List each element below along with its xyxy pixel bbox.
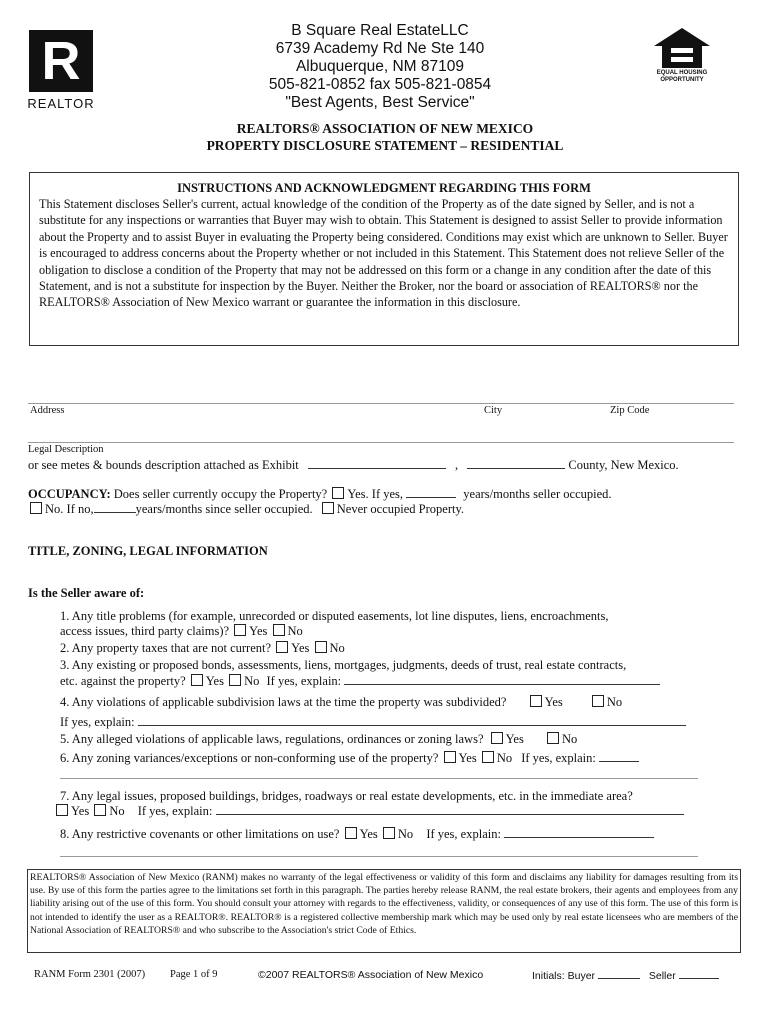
q3-explain-label: If yes, explain: bbox=[266, 674, 342, 688]
question-7: 7. Any legal issues, proposed buildings, bridges, roadways or real estate developments, etc. in the immediate area? bbox=[60, 789, 633, 803]
q6-no-label: No bbox=[496, 751, 513, 765]
buyer-initials-field[interactable] bbox=[598, 969, 640, 979]
q5-yes-checkbox[interactable] bbox=[491, 732, 503, 744]
occupancy-no-label: No. If no, bbox=[45, 502, 94, 516]
section-title: TITLE, ZONING, LEGAL INFORMATION bbox=[28, 544, 268, 558]
q8-explain-label: If yes, explain: bbox=[426, 827, 501, 841]
county-field[interactable] bbox=[467, 457, 565, 469]
q8-no-checkbox[interactable] bbox=[383, 827, 395, 839]
footer-form-number: RANM Form 2301 (2007) bbox=[34, 969, 146, 980]
q4-no-checkbox[interactable] bbox=[592, 695, 604, 707]
occupancy-row bbox=[28, 486, 612, 502]
occupancy-label: OCCUPANCY: bbox=[28, 487, 111, 501]
q6-explain-line-2[interactable] bbox=[60, 778, 698, 779]
q2-no-checkbox[interactable] bbox=[315, 641, 327, 653]
form-title-statement: PROPERTY DISCLOSURE STATEMENT – RESIDENTIAL bbox=[206, 138, 564, 153]
occupancy-question: Does seller currently occupy the Property? bbox=[113, 487, 328, 501]
question-1-cont: access issues, third party claims)? bbox=[60, 624, 230, 638]
company-phone: 505-821-0852 fax 505-821-0854 bbox=[268, 76, 492, 93]
occupancy-row-2 bbox=[28, 501, 464, 517]
never-occupied-label: Never occupied Property. bbox=[336, 502, 465, 516]
footer-page-number: Page 1 of 9 bbox=[170, 969, 218, 980]
instructions-title: INSTRUCTIONS AND ACKNOWLEDGMENT REGARDING THIS FORM bbox=[177, 181, 591, 195]
instructions-body: This Statement discloses Seller's current, actual knowledge of the condition of the Property as of the date signed by Seller, and is not a substitute for any inspections or warranties that Buyer may wish to obtain. This Statement is designed to assist Seller to provide information about the Property and to assist Buyer in evaluating the Property being considered. Conditions may exist which are unknown to Seller. Buyer is encouraged to address concerns about the Property whether or not included in this Statement. This Statement does not relieve Seller of the obligation to disclose a condition of the Property that may not be addressed on this form or a change in any condition after the date of this Statement, and is not a substitute for inspection by the Buyer. Neither the Broker, nor the board or association of REALTORS® nor the REALTORS® Association of New Mexico warrant or guarantee the information in this disclosure. bbox=[39, 197, 728, 310]
legal-description-line[interactable] bbox=[28, 442, 734, 443]
equal-housing-text: EQUAL HOUSING OPPORTUNITY bbox=[656, 70, 708, 83]
company-slogan: "Best Agents, Best Service" bbox=[285, 94, 475, 111]
question-2-row bbox=[60, 640, 345, 656]
question-6-row bbox=[60, 750, 639, 766]
q3-yes-label: Yes bbox=[205, 674, 224, 688]
form-title-association: REALTORS® ASSOCIATION OF NEW MEXICO bbox=[236, 121, 534, 136]
realtor-logo bbox=[26, 30, 96, 112]
question-7-row-2 bbox=[56, 803, 684, 819]
q7-no-label: No bbox=[109, 804, 125, 818]
q4-explain-field[interactable] bbox=[138, 714, 686, 726]
q6-yes-checkbox[interactable] bbox=[444, 751, 456, 763]
disclaimer-box bbox=[27, 869, 741, 953]
question-6: 6. Any zoning variances/exceptions or non-conforming use of the property? bbox=[60, 751, 439, 765]
question-1-row-2 bbox=[60, 623, 303, 639]
q6-yes-label: Yes bbox=[458, 751, 477, 765]
q5-yes-label: Yes bbox=[505, 732, 524, 746]
disclaimer-text: REALTORS® Association of New Mexico (RANM) makes no warranty of the legal effectiveness or validity of this form and disclaims any liability for damages resulting from its use. By use of this form the parties agree to the limitations set forth in this paragraph. The parties hereby release RANM, the real estate brokers, their agents and employees from any liability arising out of the use of this form. You should consult your attorney with regards to the effectiveness, validity, or consequences of any use of this form. The use of this form is not intended to identify the user as a REALTOR®. REALTOR® is a registered collective membership mark which may be used only by real estate licensees who are members of the National Association of REALTORS® and who subscribe to the Association's strict Code of Ethics. bbox=[30, 872, 738, 936]
address-line[interactable] bbox=[28, 403, 734, 404]
q1-no-label: No bbox=[287, 624, 303, 638]
q8-explain-line-2[interactable] bbox=[60, 856, 698, 857]
q3-yes-checkbox[interactable] bbox=[191, 674, 203, 686]
seller-aware-heading: Is the Seller aware of: bbox=[28, 586, 145, 600]
q2-no-label: No bbox=[329, 641, 345, 655]
question-5-row bbox=[60, 731, 577, 747]
occupancy-since-field[interactable] bbox=[94, 501, 136, 513]
occupancy-yes-checkbox[interactable] bbox=[332, 487, 344, 499]
occupancy-yes-label: Yes. If yes, bbox=[347, 487, 404, 501]
q5-no-checkbox[interactable] bbox=[547, 732, 559, 744]
question-4: 4. Any violations of applicable subdivision laws at the time the property was subdivided? bbox=[60, 695, 507, 709]
q7-explain-field[interactable] bbox=[216, 803, 684, 815]
question-5: 5. Any alleged violations of applicable laws, regulations, ordinances or zoning laws? bbox=[60, 732, 484, 746]
q7-yes-label: Yes bbox=[71, 804, 90, 818]
q3-explain-field[interactable] bbox=[344, 673, 660, 685]
footer-initials-row bbox=[532, 969, 719, 982]
never-occupied-checkbox[interactable] bbox=[322, 502, 334, 514]
company-block bbox=[200, 22, 560, 112]
occupancy-no-checkbox[interactable] bbox=[30, 502, 42, 514]
address-label: Address bbox=[30, 405, 65, 416]
zip-label: Zip Code bbox=[610, 405, 650, 416]
buyer-initials-label: Initials: Buyer bbox=[532, 970, 596, 982]
question-8: 8. Any restrictive covenants or other limitations on use? bbox=[60, 827, 340, 841]
q4-yes-label: Yes bbox=[544, 695, 563, 709]
exhibit-field[interactable] bbox=[308, 457, 446, 469]
q8-yes-label: Yes bbox=[359, 827, 378, 841]
footer-copyright: ©2007 REALTORS® Association of New Mexico bbox=[258, 969, 484, 981]
company-name: B Square Real EstateLLC bbox=[291, 22, 469, 39]
q5-no-label: No bbox=[561, 732, 578, 746]
company-street: 6739 Academy Rd Ne Ste 140 bbox=[275, 40, 485, 57]
question-4-row bbox=[60, 694, 622, 710]
occupancy-years-field[interactable] bbox=[406, 486, 456, 498]
question-1: 1. Any title problems (for example, unrecorded or disputed easements, lot line disputes, liens, encroachments, bbox=[60, 609, 609, 623]
question-2: 2. Any property taxes that are not current? bbox=[60, 641, 272, 655]
q3-no-checkbox[interactable] bbox=[229, 674, 241, 686]
q1-yes-label: Yes bbox=[249, 624, 268, 638]
q4-no-label: No bbox=[606, 695, 623, 709]
q7-no-checkbox[interactable] bbox=[94, 804, 106, 816]
q4-explain-label: If yes, explain: bbox=[60, 715, 135, 729]
q8-explain-field[interactable] bbox=[504, 826, 654, 838]
q4-yes-checkbox[interactable] bbox=[530, 695, 542, 707]
q7-yes-checkbox[interactable] bbox=[56, 804, 68, 816]
q2-yes-checkbox[interactable] bbox=[276, 641, 288, 653]
equal-housing-logo bbox=[646, 26, 718, 84]
metes-bounds-text: or see metes & bounds description attached as Exhibit bbox=[28, 458, 299, 472]
q3-no-label: No bbox=[244, 674, 260, 688]
company-city: Albuquerque, NM 87109 bbox=[295, 58, 465, 75]
q8-yes-checkbox[interactable] bbox=[345, 827, 357, 839]
metes-bounds-row bbox=[28, 457, 679, 473]
occupancy-since-label: years/months since seller occupied. bbox=[135, 502, 313, 516]
realtor-logo-word: REALTOR bbox=[27, 96, 95, 111]
instructions-box bbox=[29, 172, 739, 346]
occupancy-years-label: years/months seller occupied. bbox=[463, 487, 612, 501]
q8-no-label: No bbox=[397, 827, 414, 841]
q2-yes-label: Yes bbox=[291, 641, 310, 655]
city-label: City bbox=[484, 405, 503, 416]
comma: , bbox=[455, 458, 459, 472]
county-text: County, New Mexico. bbox=[568, 458, 679, 472]
q6-explain-field[interactable] bbox=[599, 750, 639, 762]
seller-initials-label: Seller bbox=[648, 970, 676, 982]
seller-initials-field[interactable] bbox=[679, 969, 719, 979]
q6-explain-label: If yes, explain: bbox=[521, 751, 596, 765]
question-3-row-2 bbox=[60, 673, 660, 689]
question-3: 3. Any existing or proposed bonds, assessments, liens, mortgages, judgments, deeds of trust, real estate contracts, bbox=[60, 658, 627, 672]
q7-explain-label: If yes, explain: bbox=[137, 804, 213, 818]
question-3-cont: etc. against the property? bbox=[60, 674, 186, 688]
equal-housing-icon bbox=[652, 26, 712, 70]
question-4-explain-row bbox=[60, 714, 686, 730]
realtor-r-icon: R bbox=[29, 30, 93, 92]
legal-description-label: Legal Description bbox=[28, 444, 104, 455]
q6-no-checkbox[interactable] bbox=[482, 751, 494, 763]
question-8-row bbox=[60, 826, 654, 842]
q1-no-checkbox[interactable] bbox=[273, 624, 285, 636]
q1-yes-checkbox[interactable] bbox=[234, 624, 246, 636]
